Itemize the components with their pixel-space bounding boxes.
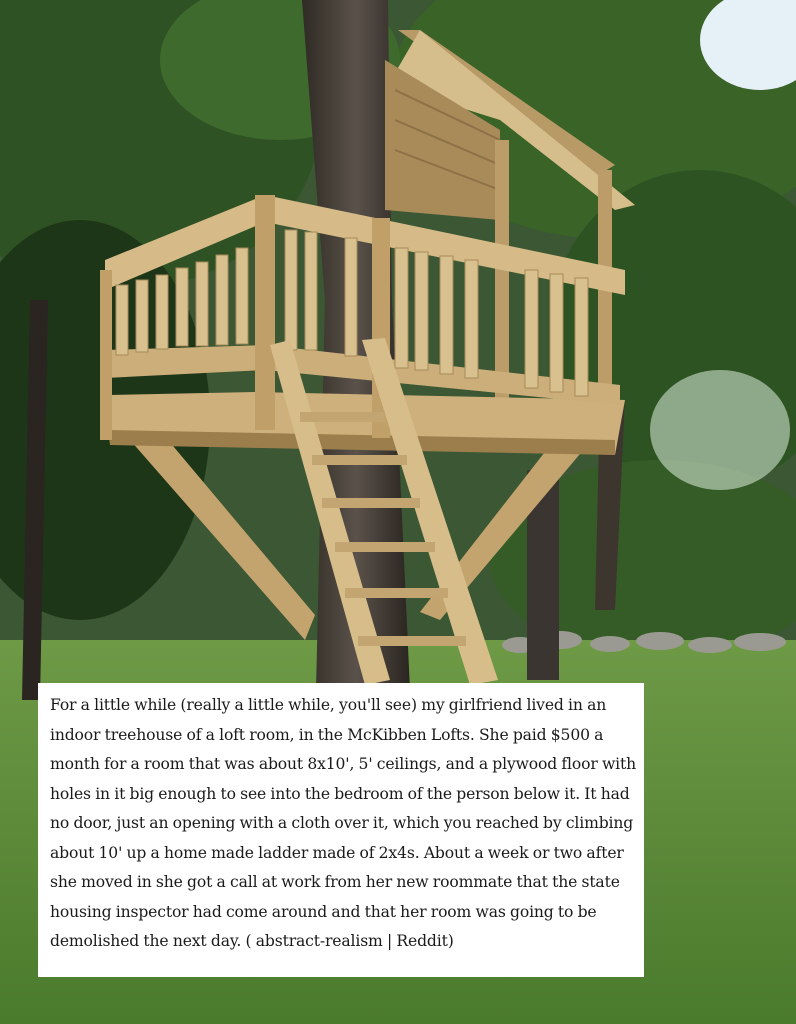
- deck-platform: [108, 392, 625, 455]
- caption-text: For a little while (really a little while, you'll see) my girlfriend lived in an indoor treehouse of a loft room, in the McKibben Lofts. She paid $500 a month for a room that was about 8x10', 5' ceilings, and a plywood floor with holes in it big enough to see into the bedroom of the person below it. It had no door, just an opening with a cloth over it, which you reached by climbing about 10' up a home made ladder made of 2x4s. About a week or two after she moved in she got a call at work from her new roommate that the state housing inspector had come around and that her room was going to be demolished the next day. ( abstract-realism | Reddit): [50, 696, 637, 950]
- caption-box: [38, 683, 644, 977]
